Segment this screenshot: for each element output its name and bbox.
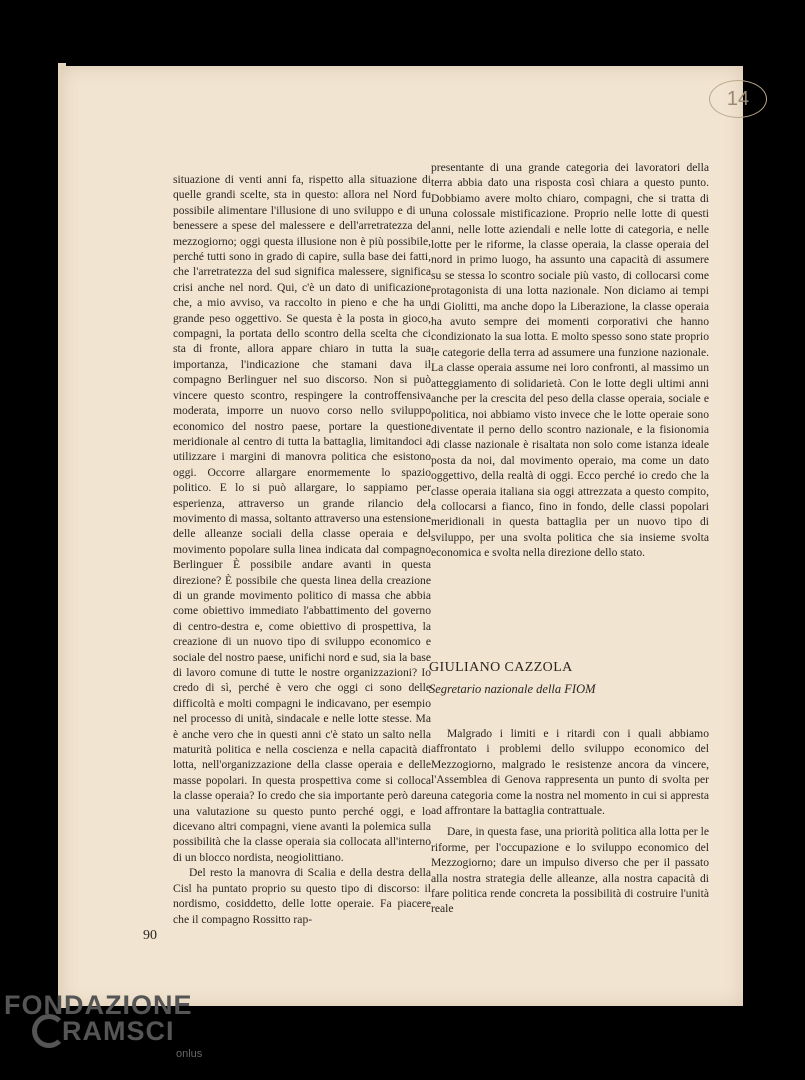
logo-g-icon xyxy=(32,1014,66,1048)
right-column-bottom xyxy=(431,726,709,917)
speaker-name: GIULIANO CAZZOLA xyxy=(429,660,573,675)
speaker-role: Segretario nazionale della FIOM xyxy=(429,682,596,696)
left-paragraph-1: situazione di venti anni fa, rispetto alla situazione di quelle grandi scelte, sta in questo: allora nel Nord fu possibile alimentare l'illusione di uno sviluppo e di un benessere a spese del malessere e dell'arretratezza del mezzogiorno; oggi questa illusione non è più possibile, perché tutti sono in grado di capire, sulla base dei fatti, che l'arretratezza del sud significa malessere, significa crisi anche nel nord. Qui, c'è un dato di unificazione che, a mio avviso, va raccolto in pieno e che ha un grande peso oggettivo. Se questa è la posta in gioco, compagni, la portata dello scontro della scelta che ci sta di fronte, allora appare chiaro in tutta la sua importanza, l'indicazione che stamani dava il compagno Berlinguer nel suo discorso. Non si può vincere questo scontro, respingere la controffensiva moderata, imporre un nuovo corso nello sviluppo economico del nostro paese, portare la questione meridionale al centro di tutta la battaglia, limitandoci a utilizzare i margini di manovra politica che esistono oggi. Occorre allargare enormemente lo spazio politico. E lo si può allargare, lo sappiamo per esperienza, attraverso un grande rilancio del movimento di massa, soltanto attraverso una estensione delle alleanze sociali della classe operaia e del movimento popolare sulla linea indicata dal compagno Berlinguer È possibile andare avanti in questa direzione? È possibile che questa linea della creazione di un grande movimento politico di massa che abbia come obiettivo immediato l'abbattimento del governo di centro-destra e, come obiettivo di prospettiva, la creazione di un nuovo tipo di sviluppo economico e sociale del nostro paese, unifichi nord e sud, sia la base di lavoro comune di tutte le nostre organizzazioni? Io credo di sì, perché è vero che oggi ci sono delle difficoltà e molti compagni le indicavano, per esempio nel processo di unità, sindacale e nelle lotte stesse. Ma è anche vero che in questi anni c'è stato un salto nella maturità politica e nella coscienza e nella capacità di lotta, nell'organizzazione della classe operaia e delle masse popolari. In questa prospettiva come si colloca la classe operaia? Io credo che sia importante però dare una valutazione su questo punto perché oggi, e lo dicevano altri compagni, viene avanti la polemica sulla possibilità che la classe operaia sia collocata all'interno di un blocco nordista, neogiolittiano. xyxy=(173,173,431,864)
logo-text-line2: RAMSCI xyxy=(62,1016,175,1046)
archive-stamp: 14 xyxy=(709,80,767,118)
speech-paragraph-1: Malgrado i limiti e i ritardi con i quali abbiamo affrontato i problemi dello sviluppo economico del Mezzogiorno, malgrado le resistenze ancora da vincere, l'Assemblea di Genova rappresenta un punto di svolta per una categoria come la nostra nel momento in cui si appresta ad affrontare la battaglia contrattuale. xyxy=(431,727,709,818)
document-page xyxy=(61,66,750,1006)
right-column-top xyxy=(431,160,709,561)
logo-text-line1: FONDAZIONE xyxy=(4,990,193,1020)
logo-onlus: onlus xyxy=(176,1048,203,1060)
page-number: 90 xyxy=(143,928,157,943)
right-paragraph-1: presentante di una grande categoria dei lavoratori della terra abbia dato una risposta così chiara a questo punto. Dobbiamo avere molto chiaro, compagni, che si tratta di una colossale mistificazione. Proprio nelle lotte di questi anni, nelle lotte aziendali e nelle lotte di categoria, e nelle lotte per le riforme, la classe operaia, la classe operaia del nord in primo luogo, ha assunto una capacità di assumere su se stessa lo scontro sociale più vasto, di collocarsi come protagonista di una lotta nazionale. Non diciamo ai tempi di Giolitti, ma anche dopo la Liberazione, la classe operaia ha avuto sempre dei momenti corporativi che hanno condizionato la sua lotta. E molto spesso sono state proprio le categorie della terra ad assumere una funzione nazionale. La classe operaia assume nei loro confronti, al massimo un atteggiamento di solidarietà. Con le lotte degli ultimi anni anche per la crescita del peso della classe operaia, sociale e politica, noi abbiamo visto invece che le lotte operaie sono diventate il perno dello scontro nazionale, e la fisionomia di classe nazionale è risaltata non solo come istanza ideale posta da noi, dal movimento operaio, ma come un dato oggettivo, della realtà di oggi. Ecco perché io credo che la classe operaia italiana sia oggi attrezzata a questo compito, a collocarsi a fianco, fino in fondo, delle classi popolari meridionali in questa battaglia per un nuovo tipo di sviluppo, per una svolta politica che sia insieme svolta economica e svolta nella direzione dello stato. xyxy=(431,161,709,560)
left-paragraph-2: Del resto la manovra di Scalia e della destra della Cisl ha puntato proprio su questo tipo di discorso: il nordismo, cosiddetto, delle lotte operaie. Fa piacere che il compagno Rossitto rap- xyxy=(173,866,431,926)
speech-paragraph-2: Dare, in questa fase, una priorità politica alla lotta per le riforme, per l'occupazione e lo sviluppo economico del Mezzogiorno; dare un impulso diverso che per il passato alla nostra strategia delle alleanze, alla nostra capacità di fare politica rende concreta la possibilità di costruire l'unità reale xyxy=(431,825,709,916)
fondazione-gramsci-logo xyxy=(4,990,244,1070)
left-column xyxy=(173,172,431,927)
